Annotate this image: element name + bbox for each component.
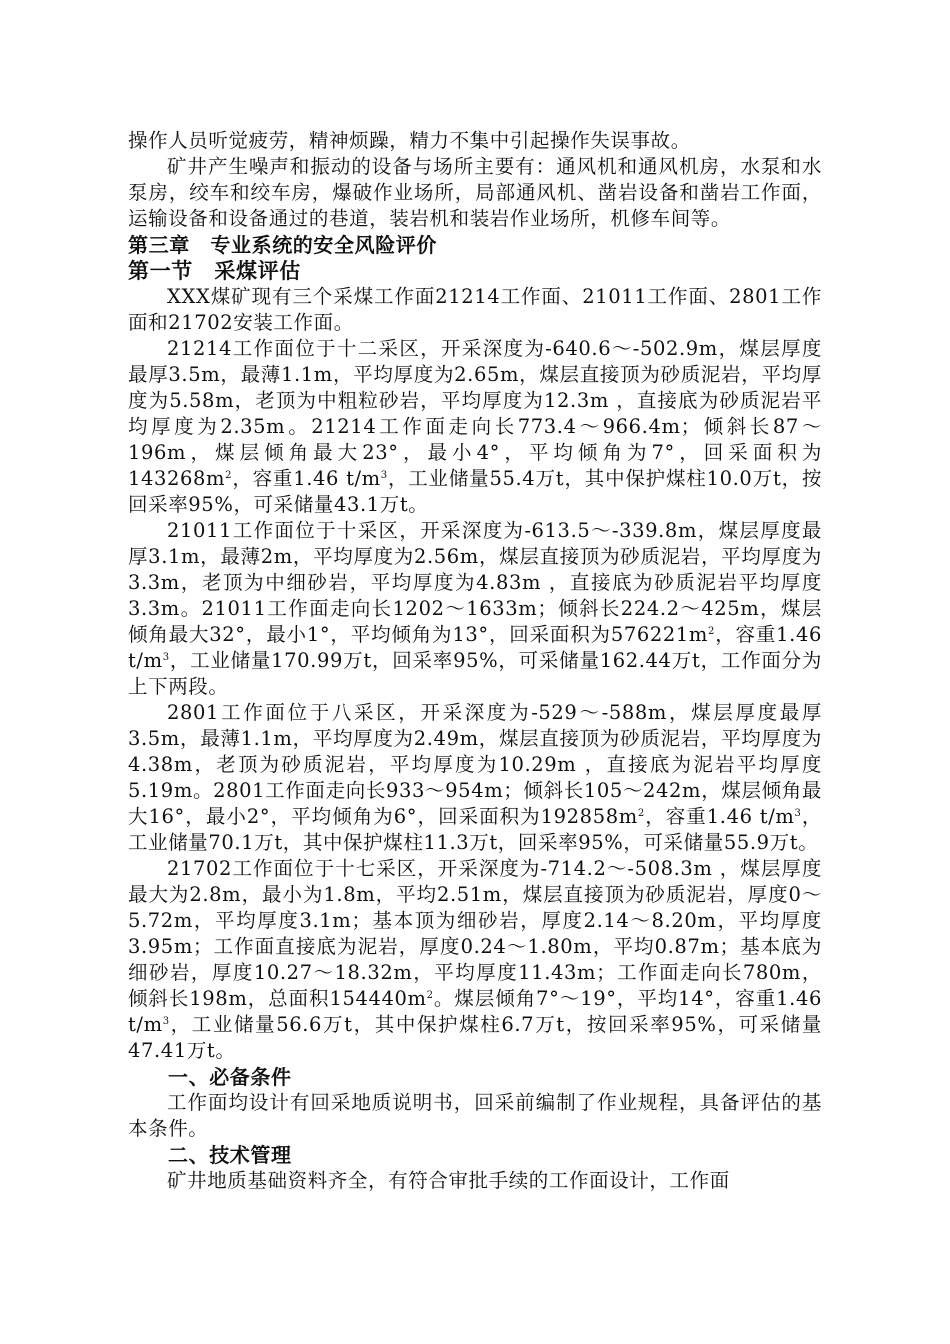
text-run: ，工业储量70.1万t，其中保护煤柱11.3万t，回采率95%，可采储量55.9万t。: [128, 805, 822, 854]
superscript-cube: 3: [162, 1016, 170, 1027]
text-run: 21214工作面位于十二采区，开采深度为-640.6～-502.9m，煤层厚度最厚3.5m，最薄1.1m，平均厚度为2.65m，煤层直接顶为砂质泥岩，平均厚度为5.58m，老顶为中粗粒砂岩，平均厚度为12.3m ，直接底为砂质泥岩平均厚度为2.35m。21214工作面走向长773.4～966.4m；倾斜长87～196m，煤层倾角最大23°，最小4°，平均倾角为7°，回采面积为143268m: [128, 337, 822, 490]
subheading-technical-management: 二、技术管理: [168, 1143, 292, 1167]
text-run: ，容重1.46 t/m: [232, 467, 381, 490]
paragraph-overview: XXX煤矿现有三个采煤工作面21214工作面、21011工作面、2801工作面和21702安装工作面。: [128, 285, 822, 334]
subheading-prerequisites: 一、必备条件: [168, 1065, 292, 1089]
intro-line-1: 操作人员听觉疲劳，精神烦躁，精力不集中引起操作失误事故。: [128, 129, 691, 152]
paragraph-21702: [128, 856, 822, 1064]
superscript-square: 2: [225, 470, 233, 481]
document-body: [128, 128, 822, 1194]
superscript-cube: 3: [380, 470, 388, 481]
superscript-square: 2: [426, 990, 434, 1001]
paragraph-technical-management: 矿井地质基础资料齐全，有符合审批手续的工作面设计，工作面: [167, 1169, 730, 1192]
paragraph-21214: [128, 336, 822, 518]
paragraph-2801: [128, 700, 822, 856]
text-run: 21702工作面位于十七采区，开采深度为-714.2～-508.3m ，煤层厚度最大为2.8m，最小为1.8m，平均2.51m，煤层直接顶为砂质泥岩，厚度0～5.72m，平均厚度3.1m；基本顶为细砂岩，厚度2.14～8.20m，平均厚度3.95m；工作面直接底为泥岩，厚度0.24～1.80m，平均0.87m；基本底为细砂岩，厚度10.27～18.32m，平均厚度11.43m；工作面走向长780m，倾斜长198m，总面积154440m: [128, 857, 822, 1010]
text-run: 。煤层倾角7°～19°，平均14°，容重1.46 t/m: [128, 987, 822, 1036]
superscript-square: 2: [637, 808, 645, 819]
section-title: 第一节 采煤评估: [128, 259, 301, 283]
superscript-cube: 3: [162, 652, 170, 663]
superscript-square: 2: [708, 626, 715, 637]
text-run: ，容重1.46 t/m: [644, 805, 795, 828]
intro-paragraph-2: 矿井产生噪声和振动的设备与场所主要有：通风机和通风机房，水泵和水泵房，绞车和绞车房，爆破作业场所，局部通风机、凿岩设备和凿岩工作面，运输设备和设备通过的巷道，装岩机和装岩作业场所，机修车间等。: [128, 155, 822, 230]
chapter-title: 第三章 专业系统的安全风险评价: [128, 233, 437, 257]
paragraph-21011: [128, 518, 822, 700]
text-run: ，工业储量55.4万t，其中保护煤柱10.0万t，按回采率95%，可采储量43.1万t。: [128, 467, 822, 516]
superscript-cube: 3: [794, 808, 802, 819]
text-run: ，工业储量56.6万t，其中保护煤柱6.7万t，按回采率95%，可采储量47.41万t。: [128, 1013, 822, 1062]
text-run: 2801工作面位于八采区，开采深度为-529～-588m，煤层厚度最厚3.5m，最薄1.1m，平均厚度为2.49m，煤层直接顶为砂质泥岩，平均厚度为4.38m，老顶为砂质泥岩，平均厚度为10.29m ，直接底为泥岩平均厚度5.19m。2801工作面走向长933～954m；倾斜长105～242m，煤层倾角最大16°，最小2°，平均倾角为6°，回采面积为192858m: [128, 701, 822, 828]
text-run: ，工业储量170.99万t，回采率95%，可采储量162.44万t，工作面分为上下两段。: [128, 649, 822, 698]
text-run: 21011工作面位于十采区，开采深度为-613.5～-339.8m，煤层厚度最厚3.1m，最薄2m，平均厚度为2.56m，煤层直接顶为砂质泥岩，平均厚度为3.3m，老顶为中细砂岩，平均厚度为4.83m ，直接底为砂质泥岩平均厚度3.3m。21011工作面走向长1202～1633m；倾斜长224.2～425m，煤层倾角最大32°，最小1°，平均倾角为13°，回采面积为576221m: [128, 519, 822, 646]
paragraph-prerequisites: 工作面均设计有回采地质说明书，回采前编制了作业规程，具备评估的基本条件。: [128, 1091, 822, 1140]
text-run: ，容重1.46 t/m: [128, 623, 822, 672]
